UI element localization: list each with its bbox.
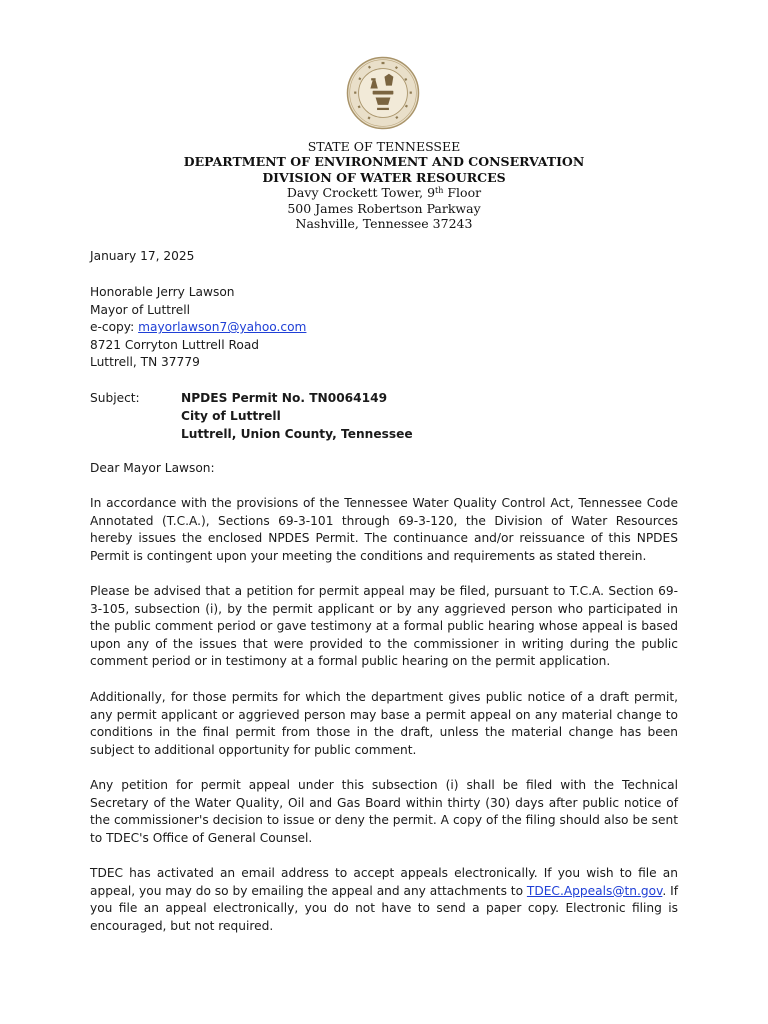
subject-location: Luttrell, Union County, Tennessee [181,427,413,441]
recipient-email-link[interactable]: mayorlawson7@yahoo.com [138,320,307,335]
letterhead-address-line2: 500 James Robertson Parkway [287,200,481,216]
recipient-name: Honorable Jerry Lawson [90,285,235,299]
letter-date: January 17, 2025 [90,249,195,263]
paragraph-draft-permit-appeal: Additionally, for those permits for which the department gives public notice of a draft permit, any permit applicant or aggrieved person may base a permit appeal on any material change to conditions in the final permit from those in the draft, unless the material change has been subject to additional opportunity for public comment. [90,690,678,757]
division-name: DIVISION OF WATER RESOURCES [262,169,506,185]
subject-lines [181,389,413,443]
department-name: DEPARTMENT OF ENVIRONMENT AND CONSERVATION [183,154,585,169]
paragraph-electronic-filing: TDEC has activated an email address to accept appeals electronically. If you wish to file an appeal, you may do so by emailing the appeal and any attachments to TDEC.Appeals@tn.gov. If you file an appeal electronically, you do not have to send a paper copy. Electronic filing is encouraged, but not required. [90,866,678,933]
recipient-title: Mayor of Luttrell [90,302,191,317]
subject-permit-number: NPDES Permit No. TN0064149 [181,391,388,405]
subject-label: Subject: [90,391,140,405]
appeals-email-link[interactable]: TDEC.Appeals@tn.gov [526,883,663,898]
letterhead [0,139,768,232]
state-name: STATE OF TENNESSEE [307,139,461,154]
recipient-street: 8721 Corryton Luttrell Road [90,337,260,352]
letterhead-address-line1: Davy Crockett Tower, 9th Floor [286,185,482,200]
recipient-ecopy: e-copy: mayorlawson7@yahoo.com [90,320,307,335]
subject-city: City of Luttrell [181,409,281,423]
salutation: Dear Mayor Lawson: [90,461,215,475]
paragraph-appeal-petition: Please be advised that a petition for permit appeal may be filed, pursuant to T.C.A. Section 69-3-105, subsection (i), by the permit applicant or by any aggrieved person who participated in the public comment period or gave testimony at a formal public hearing whose appeal is based upon any of the issues that were provided to the commissioner in writing during the public comment period or in testimony at a formal public hearing on the permit application. [90,584,678,669]
paragraph-filing-deadline: Any petition for permit appeal under this subsection (i) shall be filed with the Technical Secretary of the Water Quality, Oil and Gas Board within thirty (30) days after public notice of the commissioner's decision to issue or deny the permit. A copy of the filing should also be sent to TDEC's Office of General Counsel. [90,778,678,845]
recipient-city: Luttrell, TN 37779 [90,355,200,370]
paragraph-permit-issuance: In accordance with the provisions of the Tennessee Water Quality Control Act, Tennessee Code Annotated (T.C.A.), Sections 69-3-101 through 69-3-120, the Division of Water Resources hereby issues the enclosed NPDES Permit. The continuance and/or reissuance of this NPDES Permit is contingent upon your meeting the conditions and requirements as stated therein. [90,496,678,563]
letterhead-address-line3: Nashville, Tennessee 37243 [295,216,473,231]
recipient-address [90,284,306,372]
tennessee-state-seal [346,56,420,130]
